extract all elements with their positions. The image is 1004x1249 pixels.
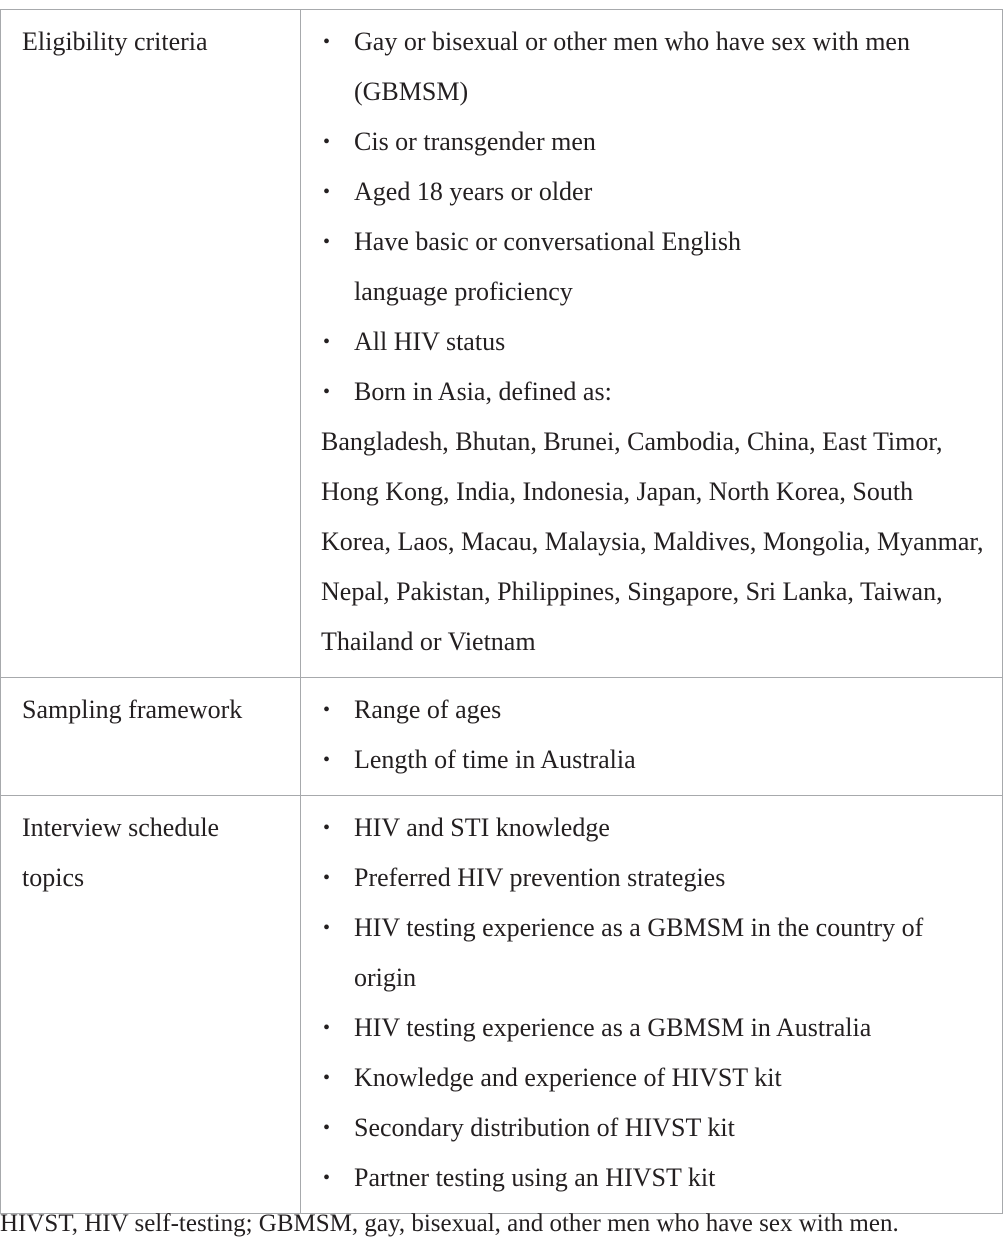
bullet-icon: •: [323, 867, 331, 889]
list-item-text: HIV and STI knowledge: [354, 813, 610, 842]
bullet-icon: •: [323, 1067, 331, 1089]
bullet-icon: •: [323, 917, 331, 939]
study-criteria-table: [0, 9, 1003, 1214]
list-item-text: Range of ages: [354, 695, 502, 724]
list-item-text: Secondary distribution of HIVST kit: [354, 1113, 735, 1142]
row-content-cell: [301, 678, 1003, 796]
table-row-sampling: [1, 678, 1003, 796]
list-item-text: HIV testing experience as a GBMSM in the country of origin: [354, 913, 924, 992]
bullet-icon: •: [323, 1167, 331, 1189]
row-content-cell: [301, 10, 1003, 678]
list-item: [321, 685, 984, 735]
list-item: [321, 17, 984, 117]
list-item-text: Cis or transgender men: [354, 127, 596, 156]
list-item: [321, 903, 984, 1003]
list-item: [321, 853, 984, 903]
list-item-text: Gay or bisexual or other men who have sex with men (GBMSM): [354, 27, 910, 106]
bullet-icon: •: [323, 381, 331, 403]
list-item-text: Knowledge and experience of HIVST kit: [354, 1063, 782, 1092]
bullet-icon: •: [323, 1017, 331, 1039]
list-item: [321, 117, 984, 167]
row-content-cell: [301, 796, 1003, 1214]
list-item: [321, 735, 984, 785]
list-item-text: Have basic or conversational English language proficiency: [354, 227, 741, 306]
bullet-icon: •: [323, 331, 331, 353]
bullet-icon: •: [323, 699, 331, 721]
list-item-text: Born in Asia, defined as:: [354, 377, 612, 406]
bullet-list: [321, 685, 984, 785]
list-item-text: Aged 18 years or older: [354, 177, 593, 206]
list-item: [321, 1153, 984, 1203]
row-label: Interview schedule topics: [22, 813, 220, 892]
row-label: Sampling framework: [22, 695, 243, 724]
list-item: [321, 317, 984, 367]
bullet-icon: •: [323, 181, 331, 203]
bullet-icon: •: [323, 31, 331, 53]
row-label: Eligibility criteria: [22, 27, 208, 56]
list-item-text: Partner testing using an HIVST kit: [354, 1163, 716, 1192]
row-label-cell: [1, 678, 301, 796]
list-item: [321, 1003, 984, 1053]
row-label-cell: [1, 10, 301, 678]
table-row-interview: [1, 796, 1003, 1214]
bullet-list: [321, 17, 984, 417]
list-item-text: HIV testing experience as a GBMSM in Australia: [354, 1013, 872, 1042]
list-item: [321, 367, 984, 417]
list-item: [321, 217, 984, 317]
list-item: [321, 1053, 984, 1103]
list-item: [321, 167, 984, 217]
bullet-icon: •: [323, 749, 331, 771]
table-row-eligibility: [1, 10, 1003, 678]
table-footnote: HIVST, HIV self-testing; GBMSM, gay, bisexual, and other men who have sex with men.: [0, 1210, 899, 1237]
bullet-icon: •: [323, 131, 331, 153]
list-item-text: All HIV status: [354, 327, 506, 356]
bullet-icon: •: [323, 817, 331, 839]
country-list-text: Bangladesh, Bhutan, Brunei, Cambodia, China, East Timor, Hong Kong, India, Indonesia, Japan, North Korea, South Korea, Laos, Macau, Malaysia, Maldives, Mongolia, Myanmar, Nepal, Pakistan, Philippines, Singapore, Sri Lanka, Taiwan, Thailand or Vietnam: [321, 427, 984, 656]
row-label-cell: [1, 796, 301, 1214]
list-item-text: Length of time in Australia: [354, 745, 636, 774]
list-item: [321, 803, 984, 853]
bullet-icon: •: [323, 231, 331, 253]
list-item-text: Preferred HIV prevention strategies: [354, 863, 726, 892]
list-item: [321, 1103, 984, 1153]
bullet-list: [321, 803, 984, 1203]
bullet-icon: •: [323, 1117, 331, 1139]
